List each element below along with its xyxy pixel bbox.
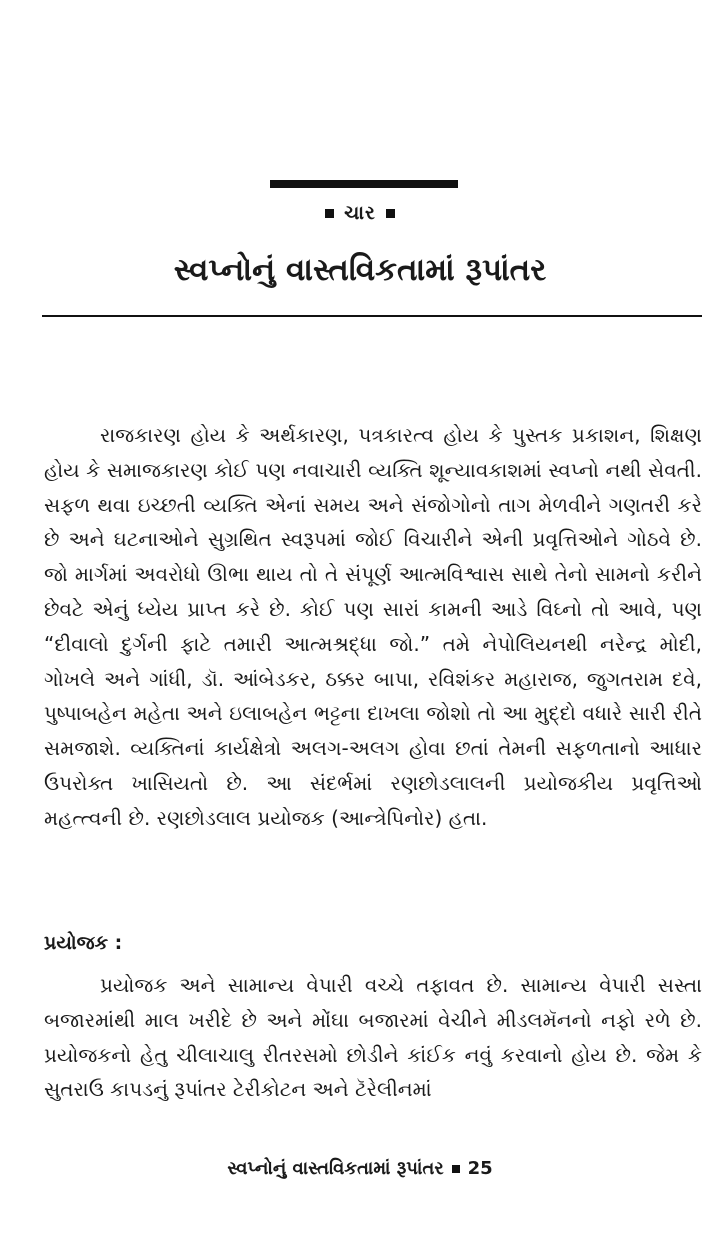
main-text bbox=[44, 418, 702, 836]
chapter-number: ચાર bbox=[344, 202, 376, 224]
chapter-top-bar bbox=[270, 180, 458, 188]
section-text bbox=[44, 968, 702, 1107]
title-divider bbox=[42, 315, 702, 317]
page-number: 25 bbox=[467, 1158, 493, 1179]
section-heading: પ્રયોજક : bbox=[44, 932, 123, 954]
chapter-label bbox=[0, 202, 720, 224]
page-footer bbox=[0, 1158, 720, 1179]
square-bullet-icon bbox=[452, 1165, 460, 1173]
paragraph: પ્રયોજક અને સામાન્ય વેપારી વચ્ચે તફાવત છે. સામાન્ય વેપારી સસ્તા બજારમાંથી માલ ખરીદે છે અને મોંઘા બજારમાં વેચીને મીડલમૅનનો નફો રળે છે. પ્રયોજકનો હેતુ ચીલાચાલુ રીતરસમો છોડીને કાંઈક નવું કરવાનો હોય છે. જેમ કે સુતરાઉ કાપડનું રૂપાંતર ટેરીકોટન અને ટૅરેલીનમાં bbox=[44, 973, 702, 1102]
running-title: સ્વપ્નોનું વાસ્તવિકતામાં રૂપાંતર bbox=[227, 1158, 444, 1179]
paragraph: રાજકારણ હોય કે અર્થકારણ, પત્રકારત્વ હોય કે પુસ્તક પ્રકાશન, શિક્ષણ હોય કે સમાજકારણ કોઈ પણ નવાચારી વ્યક્તિ શૂન્યાવકાશમાં સ્વપ્નો નથી સેવતી. સફળ થવા ઇચ્છતી વ્યક્તિ એનાં સમય અને સંજોગોનો તાગ મેળવીને ગણતરી કરે છે અને ઘટનાઓને સુગ્રથિત સ્વરૂપમાં જોઈ વિચારીને એની પ્રવૃત્તિઓને ગોઠવે છે. જો માર્ગમાં અવરોધો ઊભા થાય તો તે સંપૂર્ણ આત્મવિશ્વાસ સાથે તેનો સામનો કરીને છેવટે એનું ધ્યેય પ્રાપ્ત કરે છે. કોઈ પણ સારાં કામની આડે વિઘ્નો તો આવે, પણ “દીવાલો દુર્ગની ફાટે તમારી આત્મશ્રદ્ધા જો.” તમે નેપોલિયનથી નરેન્દ્ર મોદી, ગોખલે અને ગાંધી, ડૉ. આંબેડકર, ઠક્કર બાપા, રવિશંકર મહારાજ, જુગતરામ દવે, પુષ્પાબહેન મહેતા અને ઇલાબહેન ભટ્ટના દાખલા જોશો તો આ મુદ્દો વધારે સારી રીતે સમજાશે. વ્યક્તિનાં કાર્યક્ષેત્રો અલગ-અલગ હોવા છતાં તેમની સફળતાનો આધાર ઉપરોક્ત ખાસિયતો છે. આ સંદર્ભમાં રણછોડલાલની પ્રયોજકીય પ્રવૃત્તિઓ મહત્ત્વની છે. રણછોડલાલ પ્રયોજક (આન્ત્રેપિનોર) હતા. bbox=[44, 423, 702, 830]
square-bullet-icon bbox=[386, 209, 395, 218]
square-bullet-icon bbox=[325, 209, 334, 218]
chapter-title: સ્વપ્નોનું વાસ્તવિકતામાં રૂપાંતર bbox=[173, 252, 547, 288]
